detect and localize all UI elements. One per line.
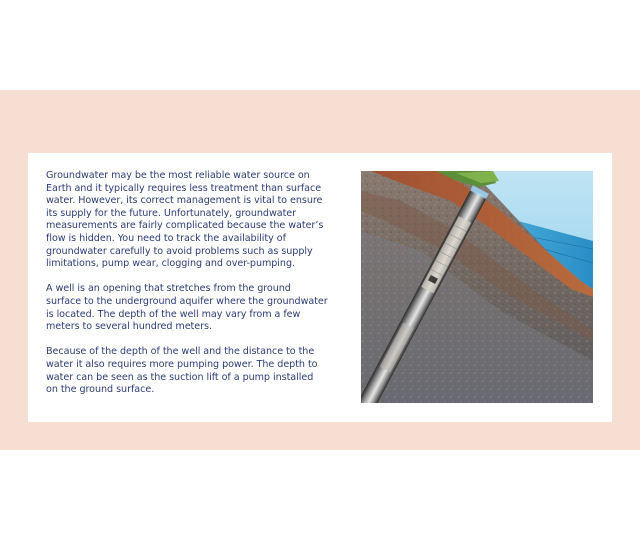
well-cross-section-illustration xyxy=(361,171,593,403)
paragraph-2: A well is an opening that stretches from the ground surface to the underground aquifer where the groundwater is located. The depth of the well may vary from a few meters to several hundred meters. xyxy=(46,283,328,333)
description-text xyxy=(46,170,328,409)
info-overlay-band xyxy=(0,90,640,450)
content-card xyxy=(28,153,612,422)
paragraph-1: Groundwater may be the most reliable water source on Earth and it typically requires less treatment than surface water. However, its correct management is vital to ensure its supply for the future. Unfortunately, groundwater measurements are fairly complicated because the water’s flow is hidden. You need to track the availability of groundwater carefully to avoid problems such as supply limitations, pump wear, clogging and over-pumping. xyxy=(46,170,324,270)
paragraph-3: Because of the depth of the well and the distance to the water it also requires more pumping power. The depth to water can be seen as the suction lift of a pump installed on the ground surface. xyxy=(46,346,318,396)
